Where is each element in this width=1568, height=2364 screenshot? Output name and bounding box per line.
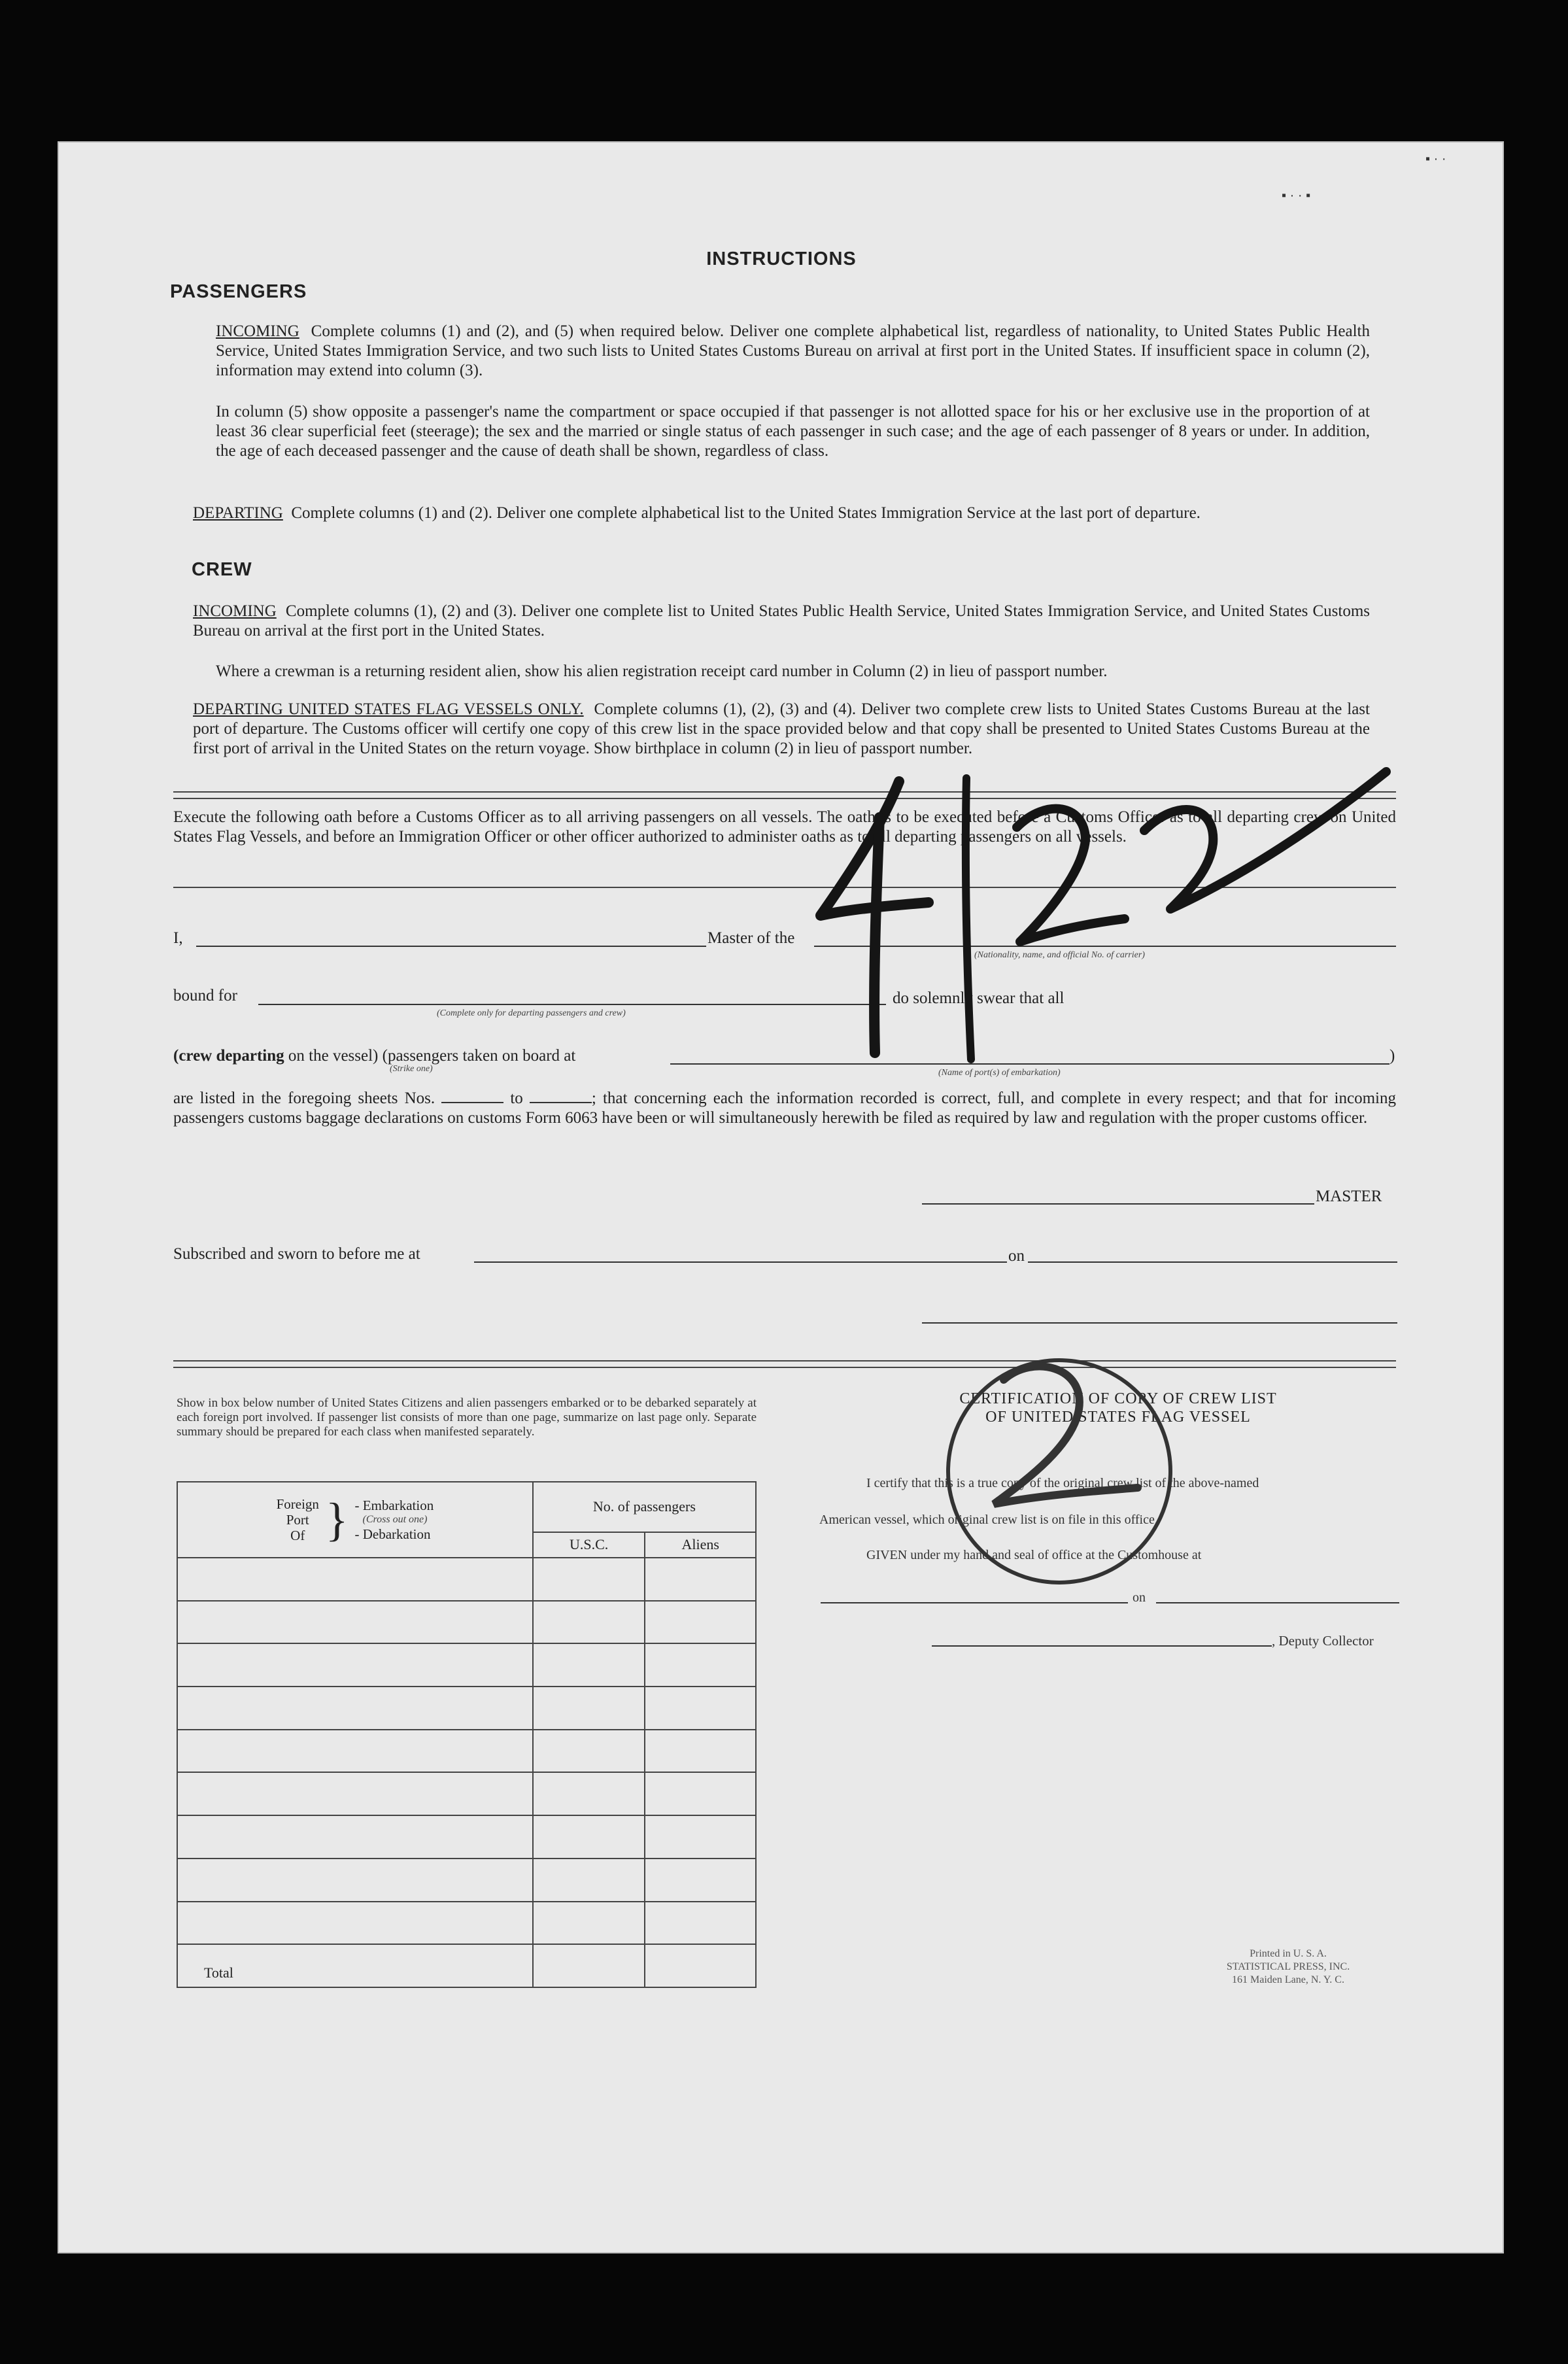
certification-title-line2: OF UNITED STATES FLAG VESSEL [985,1409,1251,1426]
deputy-collector-label: , Deputy Collector [1272,1633,1374,1649]
printer-line2: STATISTICAL PRESS, INC. [1226,1961,1350,1972]
close-paren: ) [1389,1047,1395,1065]
crew-incoming-text: Complete columns (1), (2) and (3). Deliver one complete list to United States Public Health Service, United States Immigration Service, and United States Customs Bureau on arrival at the first port in the United States. [193,602,1370,640]
bound-for-label: bound for [173,987,237,1004]
debarkation-label: - Debarkation [354,1526,431,1543]
passengers-incoming-text: Complete columns (1) and (2), and (5) when required below. Deliver one complete alphabetical list, regardless of nationality, to United States Public Health Service, United States Immigration Service, and two such lists to United States Customs Bureau on arrival at first port in the United States. If insufficient space in column (2), information may extend into column (3). [216,322,1371,379]
crew-incoming-label: INCOMING [193,602,277,620]
oath-intro: Execute the following oath before a Customs Officer as to all arriving passengers on all vessels. The oath is to be executed before a Customs Officer as to all departing crew on United States Flag Vessels, and before an Immigration Officer or other officer authorized to administer oaths as to all departing passengers on all vessels. [173,808,1396,846]
crew-heading: CREW [192,559,252,580]
passengers-taken-label: (passengers taken on board at [382,1047,576,1065]
cert-on-label: on [1133,1590,1146,1605]
master-of-the-label: Master of the [707,929,795,947]
aliens-header: Aliens [645,1532,756,1558]
column5-paragraph: In column (5) show opposite a passenger's name the compartment or space occupied if that passenger is not allotted space for his or her exclusive use in the proportion of at least 36 clear superficial feet (steerage); the sex and the married or single status of each passenger in such case; and the age of each passenger of 8 years or under. In addition, the age of each deceased passenger and the cause of death shall be shown, regardless of class. [216,403,1370,460]
do-solemnly-label: do solemnly swear that all [893,989,1065,1007]
listed-text: are listed in the foregoing sheets Nos. [173,1089,435,1107]
usc-header: U.S.C. [533,1532,645,1558]
port-note: (Name of port(s) of embarkation) [938,1068,1061,1078]
passengers-departing-label: DEPARTING [193,504,283,522]
complete-only-note: (Complete only for departing passengers and crew) [437,1008,626,1018]
crew-flag-text: Complete columns (1), (2), (3) and (4). Deliver two complete crew lists to United States Customs Bureau at the last port of departure. The Customs officer will certify one copy of this crew list in the space provided below and that copy shall be presented to United States Customs Bureau at the first port of arrival in the United States on the return voyage. Show birthplace in column (2) in lieu of passport number. [193,700,1370,757]
master-label: MASTER [1316,1188,1382,1205]
scan-mark: ▪ · · ▪ [1282,188,1311,203]
to-label: to [510,1089,523,1107]
subscribed-label: Subscribed and sworn to before me at [173,1245,420,1263]
strike-one-note: (Strike one) [390,1064,433,1074]
passengers-heading: PASSENGERS [170,281,307,302]
certification-title-line1: CERTIFICATION OF COPY OF CREW LIST [959,1390,1277,1407]
crew-departing-label: (crew departing [173,1047,284,1065]
carrier-note: (Nationality, name, and official No. of carrier) [974,950,1145,960]
total-label: Total [177,1944,533,1987]
passengers-departing-text: Complete columns (1) and (2). Deliver one complete alphabetical list to the United States Immigration Service at the last port of departure. [291,504,1201,522]
oath-i-label: I, [173,929,183,947]
printer-line1: Printed in U. S. A. [1250,1948,1327,1959]
certify-line2: American vessel, which original crew list is on file in this office. [819,1513,1158,1527]
crew-resident-paragraph: Where a crewman is a returning resident alien, show his alien registration receipt card number in Column (2) in lieu of passport number. [216,662,1108,680]
port-label: Port [286,1512,309,1528]
scan-mark: ▪ · · [1425,152,1446,166]
instructions-title: INSTRUCTIONS [706,248,857,269]
given-line: GIVEN under my hand and seal of office at the Customhouse at [866,1548,1202,1562]
circled-number-handwriting [917,1329,1202,1614]
brace-icon: } [325,1494,349,1547]
on-the-vessel-label: on the vessel) [288,1047,379,1065]
cross-out-note: (Cross out one) [362,1514,428,1526]
foreign-label: Foreign [276,1496,319,1513]
embarkation-label: - Embarkation [354,1498,434,1514]
of-label: Of [290,1528,305,1544]
no-of-passengers-header: No. of passengers [533,1482,756,1532]
printer-line3: 161 Maiden Lane, N. Y. C. [1232,1974,1344,1985]
page-number-handwriting [821,772,1386,1059]
rest-text: ; that concerning each the information recorded is correct, full, and complete in every respect; and that for incoming passengers customs baggage declarations on customs Form 6063 have been or will simultaneously herewith be filed as required by law and regulation with the proper customs officer. [173,1089,1396,1127]
passengers-incoming-label: INCOMING [216,322,299,340]
certify-line1: I certify that this is a true copy of the original crew list of the above-named [866,1476,1259,1490]
on-label: on [1008,1247,1025,1265]
crew-flag-label: DEPARTING UNITED STATES FLAG VESSELS ONLY. [193,700,584,718]
summary-instructions: Show in box below number of United States Citizens and alien passengers embarked or to be debarked separately at each foreign port involved. If passenger list consists of more than one page, summarize on last page only. Separate summary should be prepared for each class when manifested separately. [177,1396,757,1439]
